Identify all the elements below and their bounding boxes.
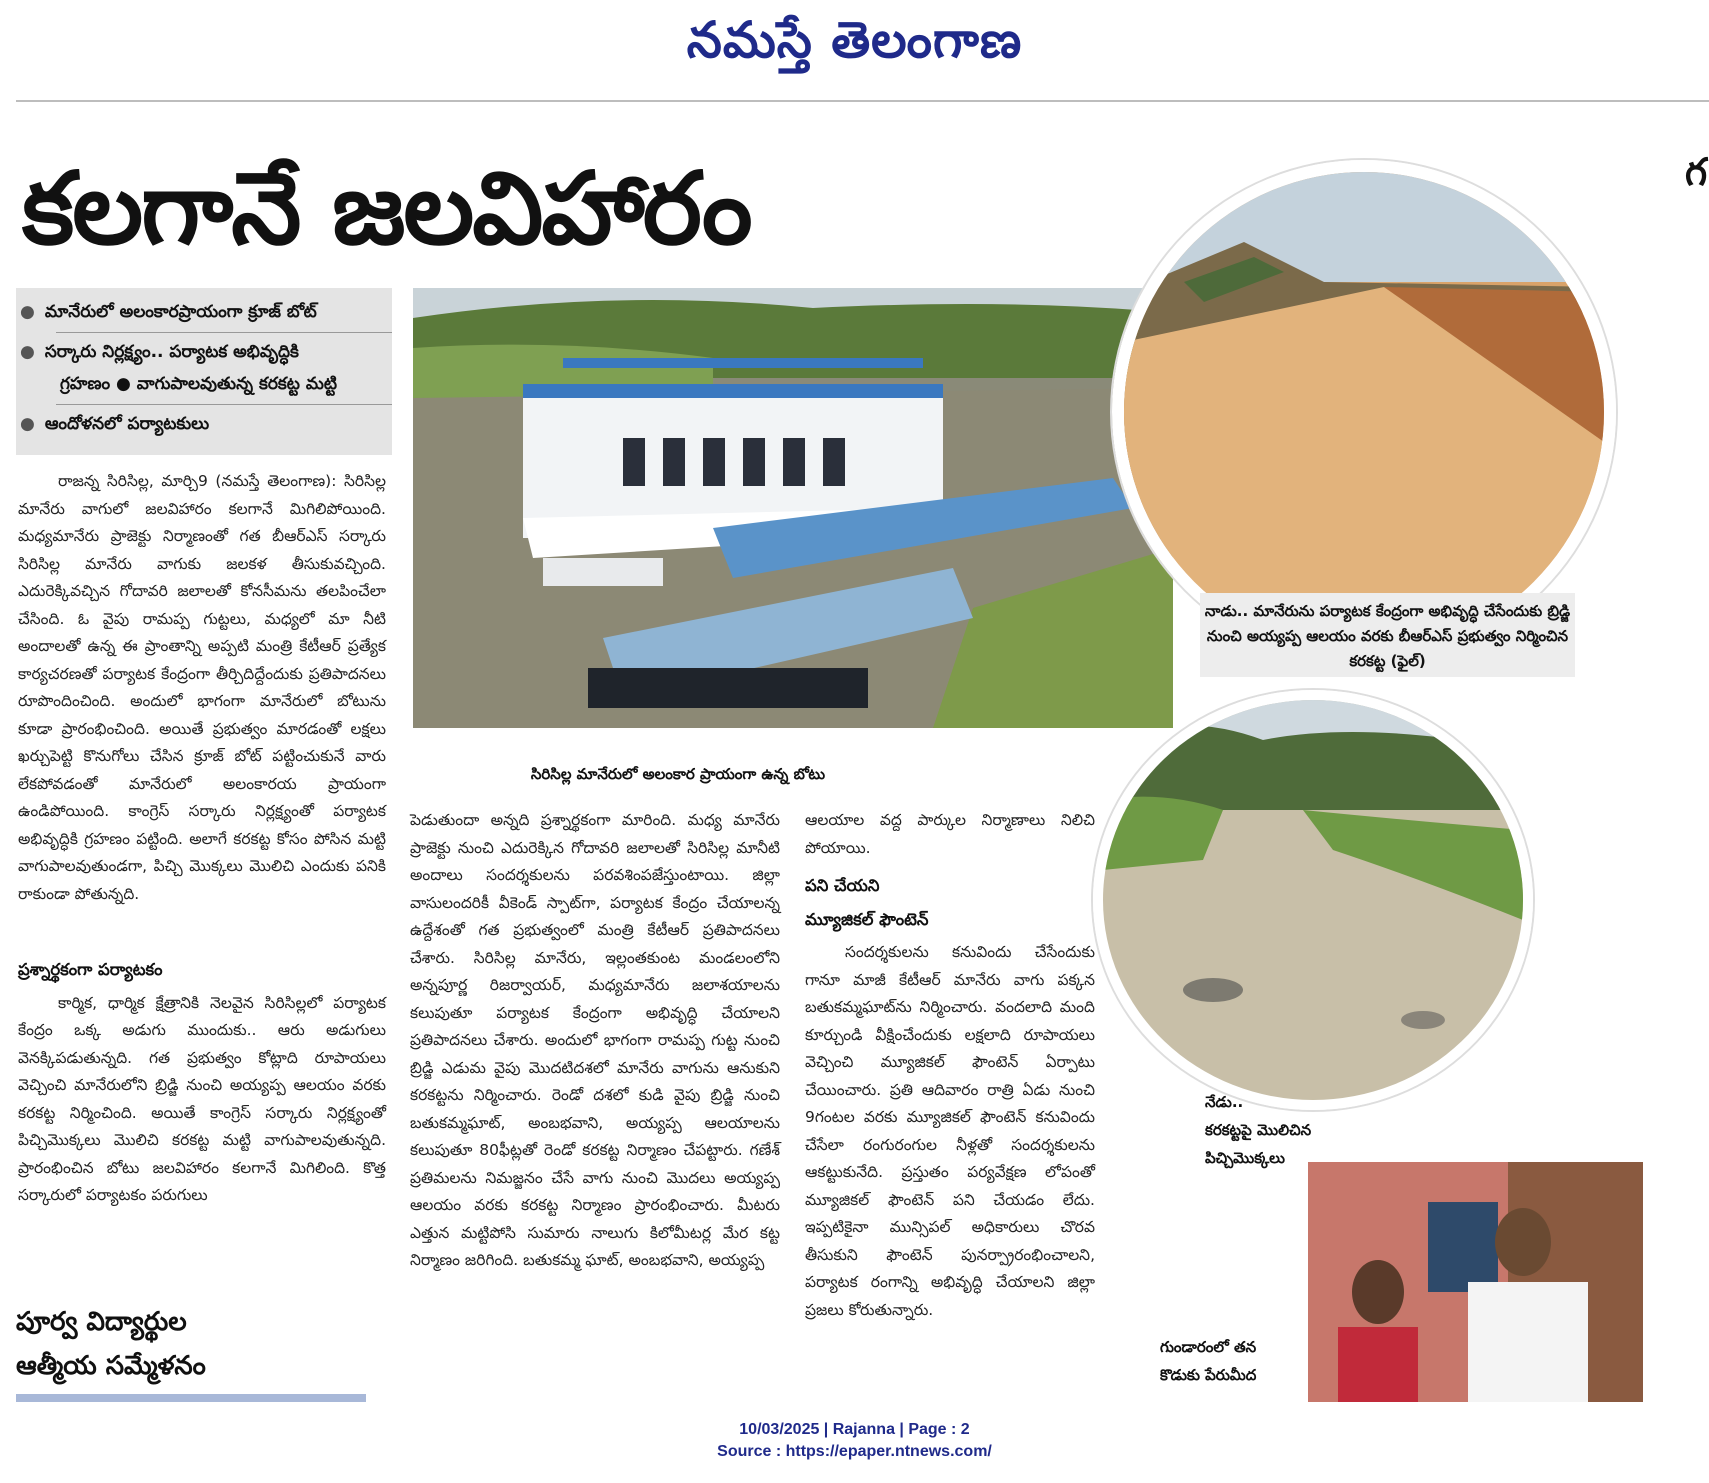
highlight-item: ● మానేరులో అలంకారప్రాయంగా క్రూజ్ బోట్ <box>20 302 317 322</box>
paragraph: ఆలయాల వద్ద పార్కుల నిర్మాణాలు నిలిచి పోయాయి. <box>805 811 1095 857</box>
article-column-3 <box>805 807 1095 1324</box>
bottom-photo-strip <box>16 1394 366 1402</box>
page-footer <box>0 1419 1709 1463</box>
highlight-item: గ్రహణం ● వాగుపాలవుతున్న కరకట్ట మట్టి <box>60 374 337 394</box>
divider <box>56 404 392 405</box>
embankment-then-photo <box>1112 160 1616 664</box>
edition-info: 10/03/2025 | Rajanna | Page : 2 <box>739 1421 970 1438</box>
adjacent-article-fragment: గ <box>1685 150 1708 194</box>
paragraph: కార్మిక, ధార్మిక క్షేత్రానికి నెలవైన సిరిసిల్లలో పర్యాటక కేంద్రం ఒక్క అడుగు ముందుకు.. ఆరు అడుగులు వెనక్కిపడుతున్నది. గత ప్రభుత్వం కోట్లాది రూపాయలు వెచ్చించి మానేరులోని బ్రిడ్జి నుంచి అయ్యప్ప ఆలయం వరకు కరకట్ట నిర్మించింది. అయితే కాంగ్రెస్ సర్కారు నిర్లక్ష్యంతో పిచ్చిమొక్కలు మొలిచి కరకట్ట మట్టి వాగుపాలవుతున్నది. ప్రారంభించిన బోటు జలవిహారం కలగానే మిగిలింది. కొత్త సర్కారులో పర్యాటకం పరుగులు <box>18 993 386 1204</box>
masthead-rule <box>16 100 1709 102</box>
subheading: ప్రశ్నార్థకంగా పర్యాటకం <box>18 960 163 979</box>
highlight-item: ● సర్కారు నిర్లక్ష్యం.. పర్యాటక అభివృద్ధికి <box>20 342 299 362</box>
highlight-item: ● ఆందోళనలో పర్యాటకులు <box>20 414 210 434</box>
embankment-then-caption: నాడు.. మానేరును పర్యాటక కేంద్రంగా అభివృద్ధి చేసేందుకు బ్రిడ్జి నుంచి అయ్యప్ప ఆలయం వరకు బీఆర్ఎస్ ప్రభుత్వం నిర్మించిన కరకట్ట (ఫైల్) <box>1200 593 1575 677</box>
family-photo-image <box>1308 1162 1643 1402</box>
boat-photo-caption: సిరిసిల్ల మానేరులో అలంకార ప్రాయంగా ఉన్న బోటు <box>530 765 826 783</box>
boat-photo <box>413 288 1173 728</box>
masthead <box>0 0 1709 100</box>
subheading: పని చేయని <box>805 876 880 895</box>
reunion-headline <box>16 1300 206 1388</box>
article-column-2 <box>410 807 780 1275</box>
reunion-line-1: పూర్వ విద్యార్థుల <box>16 1307 187 1337</box>
embankment-now-photo <box>1093 690 1533 1110</box>
divider <box>56 332 392 333</box>
paragraph: సందర్శకులను కనువిందు చేసేందుకు గానూ మాజీ కేటీఆర్ మానేరు వాగు పక్కన బతుకమ్మఘాట్‌ను నిర్మించారు. వందలాది మంది కూర్చుండి వీక్షించేందుకు లక్షలాది రూపాయలు వెచ్చించి మ్యూజికల్ ఫౌంటెన్ ఏర్పాటు చేయించారు. ప్రతి ఆదివారం రాత్రి ఏడు నుంచి 9గంటల వరకు మ్యూజికల్ ఫౌంటెన్ కనువిందు చేసేలా రంగురంగుల నీళ్లతో సందర్శకులను ఆకట్టుకునేది. ప్రస్తుతం పర్యవేక్షణ లోపంతో మ్యూజికల్ ఫౌంటెన్ పని చేయడం లేదు. ఇప్పటికైనా మున్సిపల్ అధికారులు చొరవ తీసుకుని ఫౌంటెన్ పునర్ప్రారంభించాలని, పర్యాటక రంగాన్ని అభివృద్ధి చేయాలని జిల్లా ప్రజలు కోరుతున్నారు. <box>805 943 1095 1319</box>
headline: కలగానే జలవిహారం <box>22 150 751 267</box>
embankment-then-image <box>1124 172 1604 652</box>
boat-photo-image <box>413 288 1173 728</box>
embankment-now-caption: నేడు.. కరకట్టపై మొలిచిన పిచ్చిమొక్కలు <box>1205 1093 1312 1167</box>
source-link[interactable]: Source : https://epaper.ntnews.com/ <box>717 1443 992 1460</box>
article-column-1-continued <box>18 950 386 1210</box>
newspaper-logo: నమస్తే తెలంగాణ <box>686 10 1023 69</box>
family-photo <box>1308 1162 1643 1402</box>
family-photo-caption: గుండారంలో తన కొడుకు పేరుమీద <box>1160 1338 1257 1384</box>
embankment-now-image <box>1103 700 1523 1100</box>
highlights-box <box>16 288 392 455</box>
reunion-line-2: ఆత్మీయ సమ్మేళనం <box>16 1351 206 1381</box>
subheading: మ్యూజికల్ ఫౌంటెన్ <box>805 909 929 929</box>
paragraph: రాజన్న సిరిసిల్ల, మార్చి9 (నమస్తే తెలంగాణ): సిరిసిల్ల మానేరు వాగులో జలవిహారం కలగానే మిగిలిపోయింది. మధ్యమానేరు ప్రాజెక్టు నిర్మాణంతో గత బీఆర్ఎస్ సర్కారు సిరిసిల్ల మానేరు వాగుకు జలకళ తీసుకువచ్చింది. ఎదురెక్కివచ్చిన గోదావరి జలాలతో కోనసీమను తలపించేలా చేసింది. ఓ వైపు రామప్ప గుట్టలు, మధ్యలో మా నీటి అందాలతో ఉన్న ఈ ప్రాంతాన్ని అప్పటి మంత్రి కేటీఆర్ ప్రత్యేక కార్యచరణతో పర్యాటక కేంద్రంగా తీర్చిదిద్దేందుకు ప్రతిపాదనలు రూపొందించింది. అందులో భాగంగా మానేరులో బోటును కూడా ప్రారంభించింది. అయితే ప్రభుత్వం మారడంతో లక్షలు ఖర్చుపెట్టి కొనుగోలు చేసిన క్రూజ్ బోట్ పట్టించుకునే వారు లేకపోవడంతో మానేరులో అలంకారయ ప్రాయంగా ఉండిపోయింది. కాంగ్రెస్ సర్కారు నిర్లక్ష్యంతో పర్యాటక అభివృద్ధికి గ్రహణం పట్టింది. అలాగే కరకట్ట కోసం పోసిన మట్టి వాగుపాలవుతుండగా, పిచ్చి మొక్కలు మొలిచి ఎందుకు పనికి రాకుండా పోతున్నది. <box>18 472 386 903</box>
article-column-1 <box>18 468 386 908</box>
paragraph: పెడుతుందా అన్నది ప్రశ్నార్థకంగా మారింది. మధ్య మానేరు ప్రాజెక్టు నుంచి ఎదురెక్కిన గోదావరి జలాలతో సిరిసిల్ల మానీటి అందాలు సందర్శకులను పరవశింపజేస్తుంటాయి. జిల్లా వాసులందరికీ వీకెండ్ స్పాట్‌గా, పర్యాటక కేంద్రం చేయాలన్న ఉద్దేశంతో గత ప్రభుత్వంలో మంత్రి కేటీఆర్ ప్రతిపాదనలు చేశారు. సిరిసిల్ల మానేరు, ఇల్లంతకుంట మండలంలోని అన్నపూర్ణ రిజర్వాయర్, మధ్యమానేరు జలాశయాలను కలుపుతూ పర్యాటక కేంద్రంగా అభివృద్ధి చేయాలని ప్రతిపాదనలు చేశారు. అందులో భాగంగా రామప్ప గుట్ట నుంచి బ్రిడ్జి ఎడుమ వైపు మొదటిదశలో మానేరు వాగును ఆనుకుని కరకట్టను నిర్మించారు. రెండో దశలో కుడి వైపు బ్రిడ్జి నుంచి బతుకమ్మఘాట్, అంబభవాని, అయ్యప్ప ఆలయాలను కలుపుతూ 80ఫీట్లతో రెండో కరకట్ట నిర్మాణం చేపట్టారు. గణేశ్ ప్రతిమలను నిమజ్జనం చేసే వాగు నుంచి మొదలు అయ్యప్ప ఆలయం వరకు కరకట్ట నిర్మాణం ప్రారంభించారు. మీటరు ఎత్తున మట్టిపోసి సుమారు నాలుగు కిలోమీటర్ల మేర కట్ట నిర్మాణం జరిగింది. బతుకమ్మ ఘాట్, అంబభవాని, అయ్యప్ప <box>410 811 780 1269</box>
